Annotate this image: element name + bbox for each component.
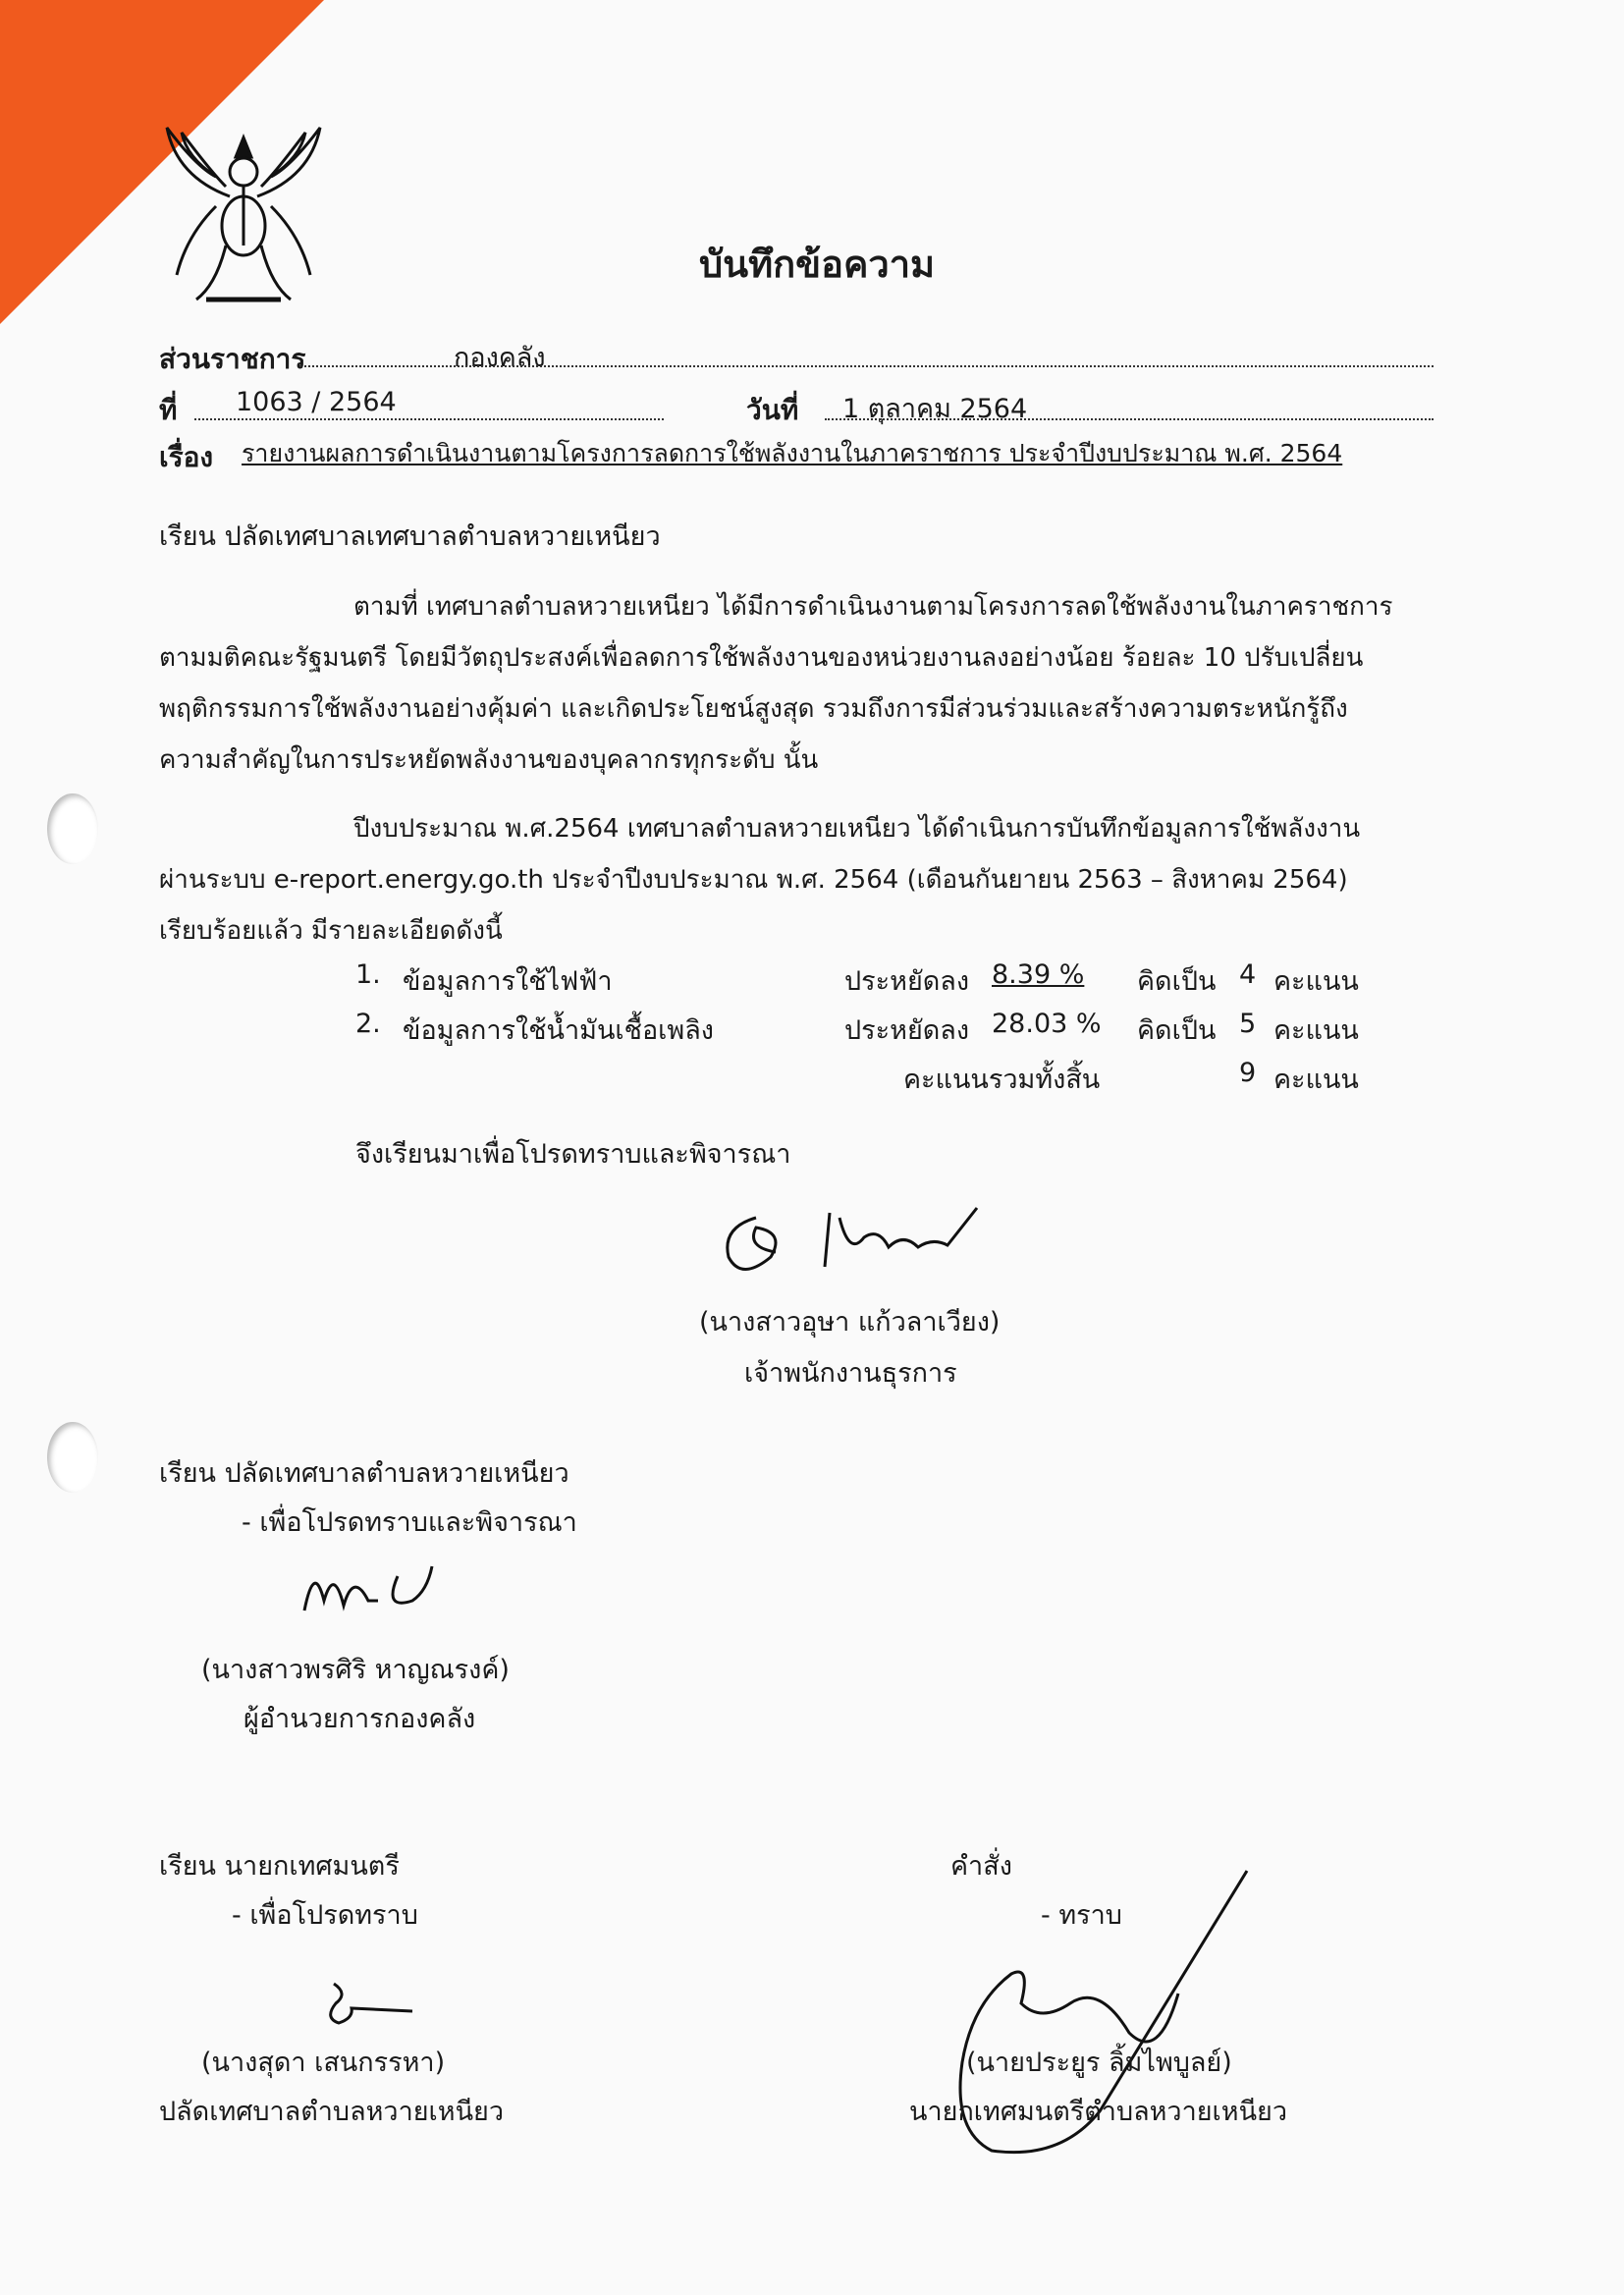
item-label: ข้อมูลการใช้น้ำมันเชื้อเพลิง [403,1015,714,1046]
dotted-line [299,365,1434,367]
date-value: 1 ตุลาคม 2564 [842,394,1028,424]
item-score: 5 [1239,1009,1257,1039]
paragraph-line: ความสำคัญในการประหยัดพลังงานของบุคลากรทุกระดับ นั้น [159,745,819,775]
signer-3-position: ปลัดเทศบาลตำบลหวายเหนียว [159,2097,505,2127]
dotted-line [825,418,1434,420]
item-number: 2. [355,1009,381,1039]
signature-3-icon [314,1974,432,2033]
paragraph-line: พฤติกรรมการใช้พลังงานอย่างคุ้มค่า และเกิดประโยชน์สูงสุด รวมถึงการมีส่วนร่วมและสร้างความตระหนักรู้ถึง [159,694,1348,724]
item-score-label: คิดเป็น [1137,1015,1217,1046]
item-save-value: 28.03 % [992,1009,1102,1039]
subject-value: รายงานผลการดำเนินงานตามโครงการลดการใช้พลังงานในภาคราชการ ประจำปีงบประมาณ พ.ศ. 2564 [242,439,1343,467]
total-unit: คะแนน [1273,1065,1359,1095]
order-label: คำสั่ง [950,1851,1012,1882]
punch-hole [47,793,98,864]
closing-line: จึงเรียนมาเพื่อโปรดทราบและพิจารณา [355,1139,791,1170]
total-score: 9 [1239,1058,1257,1088]
paragraph-line: เรียบร้อยแล้ว มีรายละเอียดดังนี้ [159,916,503,946]
paragraph-line: ตามมติคณะรัฐมนตรี โดยมีวัตถุประสงค์เพื่อลดการใช้พลังงานของหน่วยงานลงอย่างน้อย ร้อยละ 10 ปรับเปลี่ยน [159,643,1364,673]
department-value: กองคลัง [454,343,546,373]
memo-title: บันทึกข้อความ [699,243,936,286]
signer-1-name: (นางสาวอุษา แก้วลาเวียง) [699,1307,1001,1338]
number-label: ที่ [159,394,178,426]
signature-1-icon [717,1198,1011,1286]
memo-addressee: เรียน ปลัดเทศบาลเทศบาลตำบลหวายเหนียว [159,521,661,552]
note-2-action: - เพื่อโปรดทราบและพิจารณา [242,1507,577,1538]
note-3-addressee: เรียน นายกเทศมนตรี [159,1851,400,1882]
dotted-line [194,418,664,420]
item-unit: คะแนน [1273,966,1359,997]
paragraph-line: ผ่านระบบ e-report.energy.go.th ประจำปีงบประมาณ พ.ศ. 2564 (เดือนกันยายน 2563 – สิงหาคม 2564) [159,865,1348,895]
item-score-label: คิดเป็น [1137,966,1217,997]
paragraph-line: ตามที่ เทศบาลตำบลหวายเหนียว ได้มีการดำเนินงานตามโครงการลดใช้พลังงานในภาคราชการ [353,592,1393,622]
note-2-addressee: เรียน ปลัดเทศบาลตำบลหวายเหนียว [159,1458,569,1489]
item-save-value: 8.39 % [992,959,1085,990]
signer-3-name: (นางสุดา เสนกรรหา) [201,2048,446,2078]
item-label: ข้อมูลการใช้ไฟฟ้า [403,966,613,997]
item-score: 4 [1239,959,1257,990]
total-label: คะแนนรวมทั้งสิ้น [903,1065,1101,1095]
item-unit: คะแนน [1273,1015,1359,1046]
punch-hole [47,1422,98,1493]
date-label: วันที่ [746,394,799,426]
signer-2-name: (นางสาวพรศิริ หาญณรงค์) [201,1655,510,1685]
signature-2-icon [285,1552,481,1630]
subject-label: เรื่อง [159,441,214,473]
item-number: 1. [355,959,381,990]
paragraph-line: ปีงบประมาณ พ.ศ.2564 เทศบาลตำบลหวายเหนียว ได้ดำเนินการบันทึกข้อมูลการใช้พลังงาน [353,814,1361,844]
garuda-emblem-icon [157,118,329,314]
item-save-label: ประหยัดลง [844,966,970,997]
department-label: ส่วนราชการ [159,343,306,375]
item-save-label: ประหยัดลง [844,1015,970,1046]
signer-2-position: ผู้อำนวยการกองคลัง [244,1704,476,1734]
signer-4-name: (นายประยูร ลิ้มไพบูลย์) [966,2048,1232,2078]
note-3-action: - เพื่อโปรดทราบ [232,1900,418,1931]
number-value: 1063 / 2564 [236,387,397,417]
signer-4-position: นายกเทศมนตรีตำบลหวายเหนียว [909,2097,1288,2127]
signer-1-position: เจ้าพนักงานธุรการ [744,1358,957,1389]
order-action: - ทราบ [1041,1900,1122,1931]
